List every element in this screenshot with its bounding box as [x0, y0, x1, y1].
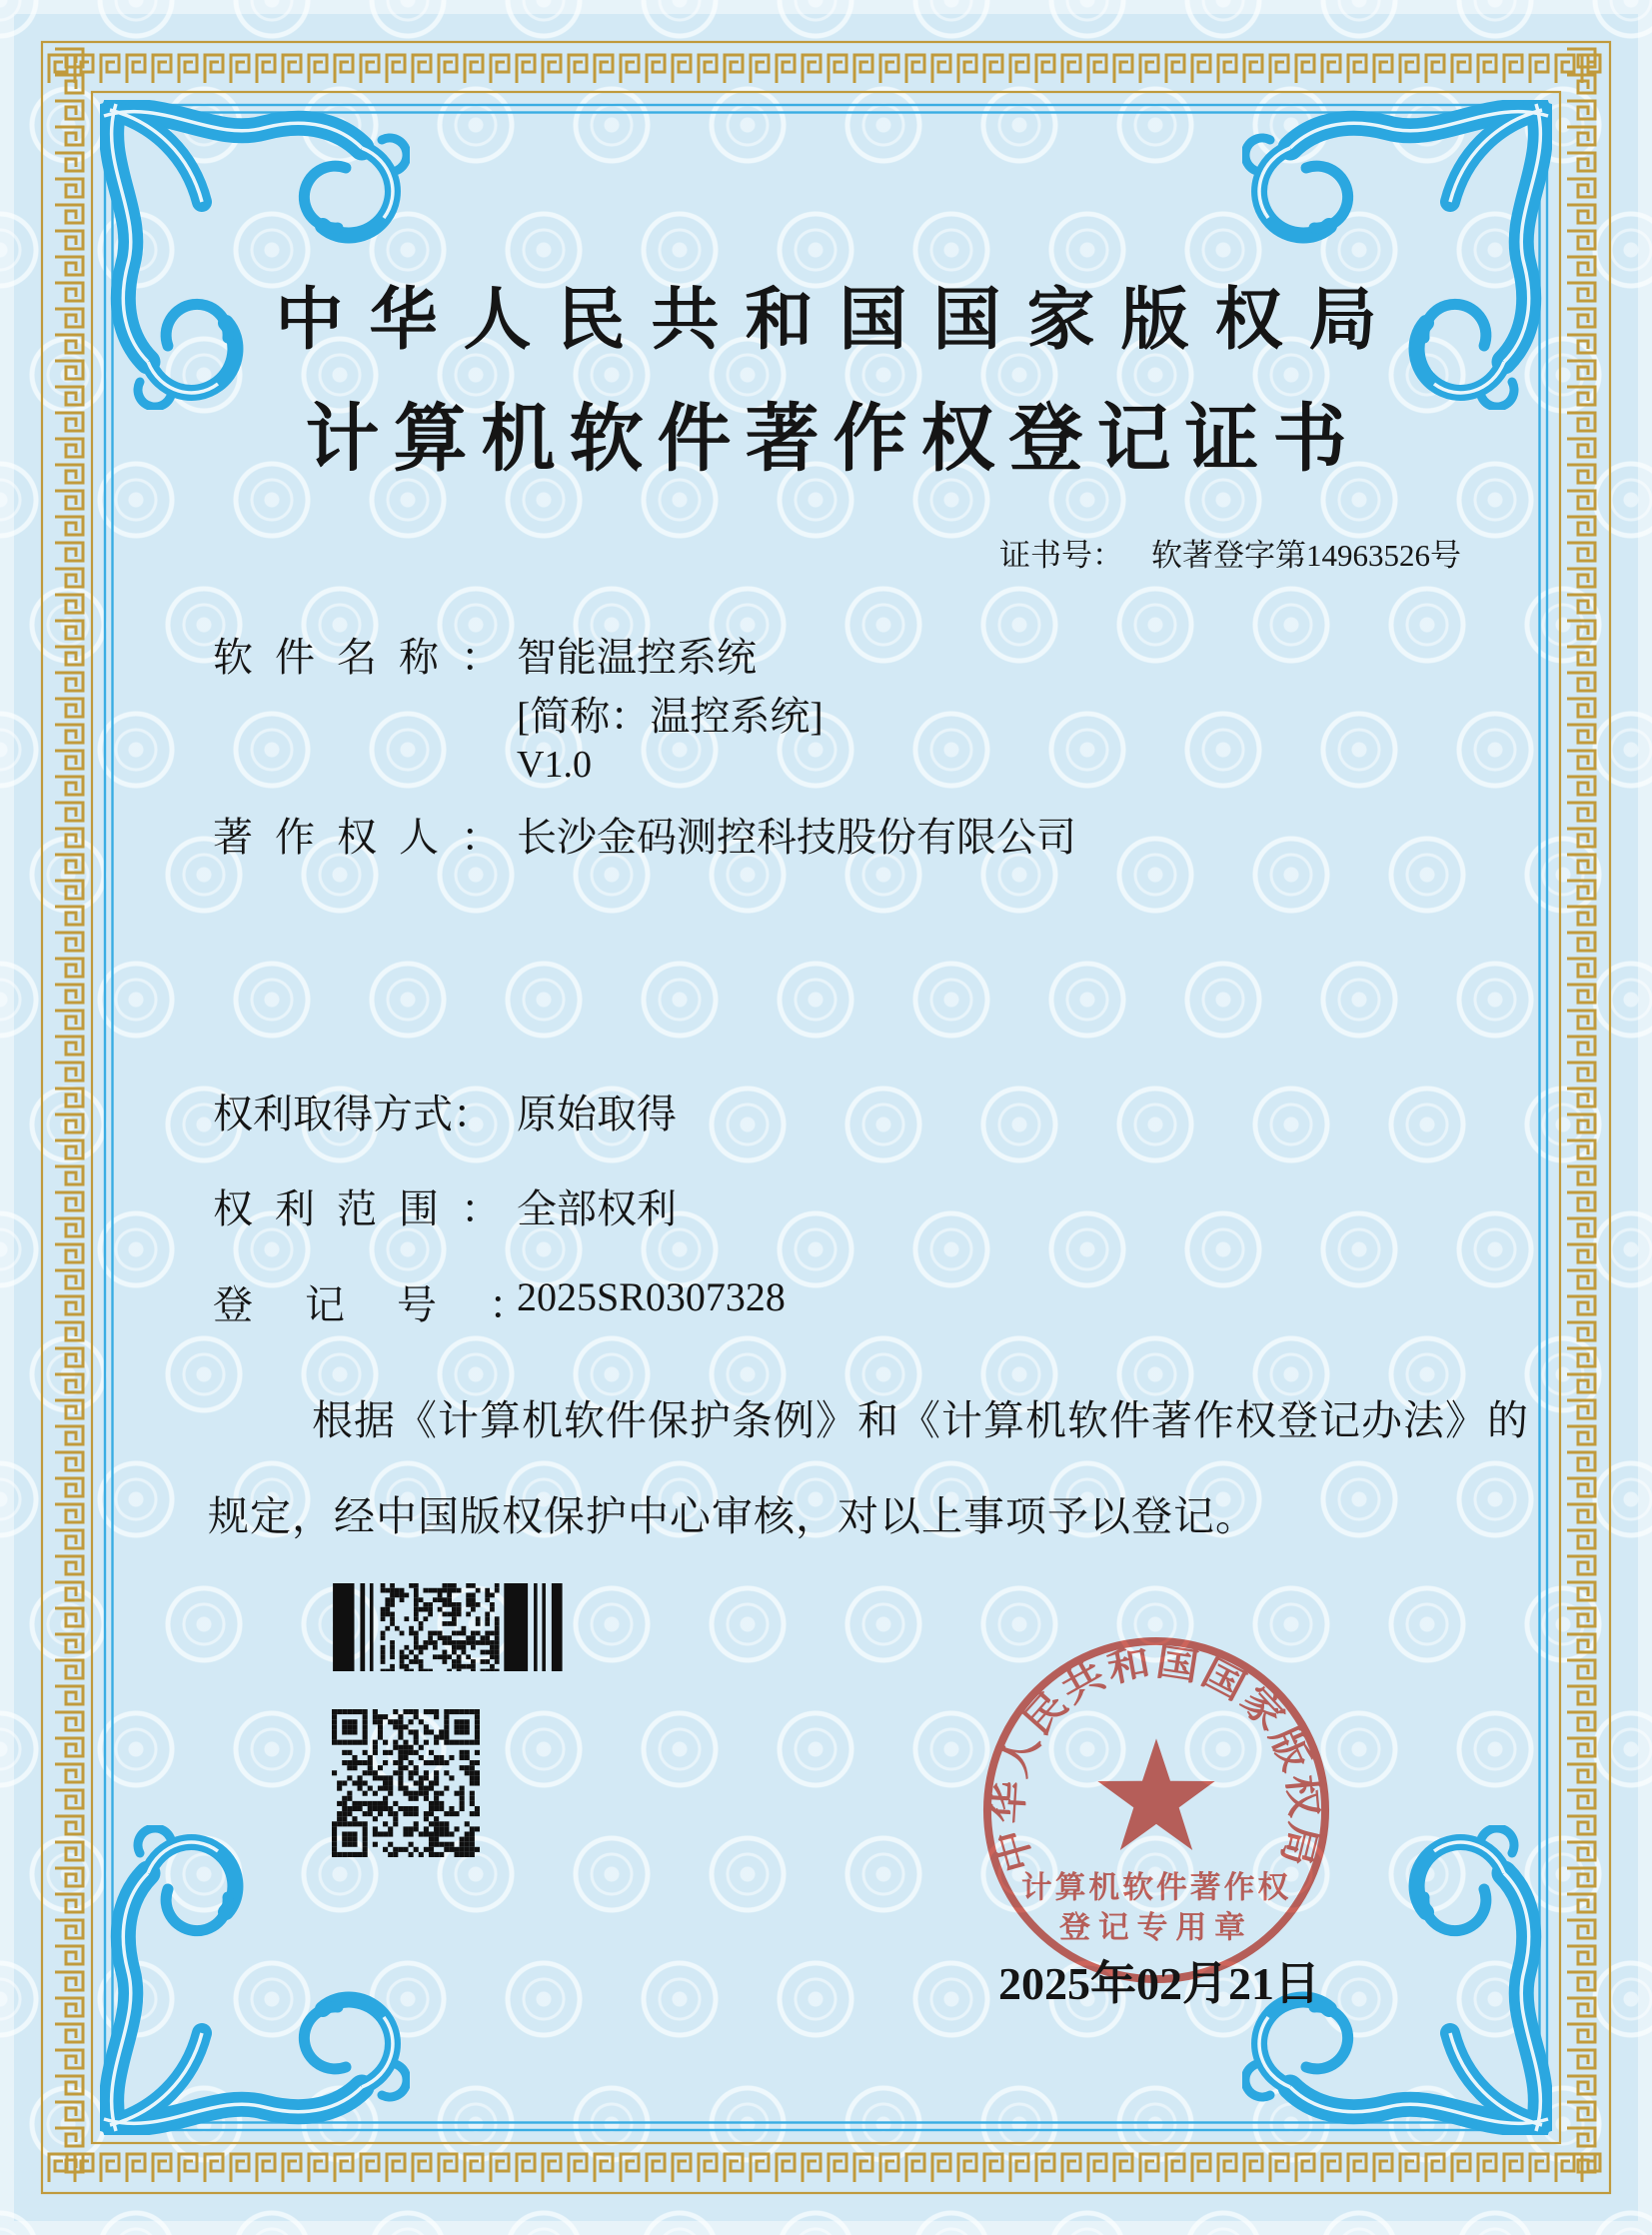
- copyright-owner-label: 著作权人：: [213, 815, 523, 860]
- software-version: V1.0: [517, 744, 592, 786]
- seal-caption-line2: 登记专用章: [1059, 1910, 1253, 1945]
- certificate-number: [999, 530, 1461, 575]
- official-seal: [977, 1631, 1335, 1989]
- star-icon: [1097, 1738, 1214, 1850]
- software-name-value: 智能温控系统: [517, 635, 757, 680]
- acquisition-value: 原始取得: [517, 1092, 677, 1136]
- statement-line-1: 根据《计算机软件保护条例》和《计算机软件著作权登记办法》的: [312, 1397, 1529, 1443]
- corner-flourish-icon: [100, 100, 410, 410]
- acquisition-label: 权利取得方式：: [213, 1092, 493, 1136]
- seal-ring-text: 中华人民共和国国家版权局: [987, 1641, 1325, 1877]
- corner-flourish-icon: [1242, 100, 1552, 410]
- statement-line-2: 规定，经中国版权保护中心审核，对以上事项予以登记。: [208, 1493, 1257, 1539]
- registration-number-value: 2025SR0307328: [517, 1274, 786, 1319]
- qr-code: [332, 1709, 480, 1857]
- software-name-label: 软件名称：: [213, 635, 523, 680]
- copyright-owner-value: 长沙金码测控科技股份有限公司: [517, 815, 1076, 860]
- corner-flourish-icon: [100, 1825, 410, 2135]
- software-short-name: [简称：温控系统]: [517, 694, 824, 739]
- certificate-number-value: 软著登字第14963526号: [1151, 538, 1461, 573]
- issue-date: 2025年02月21日: [998, 1958, 1320, 2009]
- scope-label: 权利范围：: [213, 1186, 523, 1231]
- authority-title: 中华人民共和国国家版权局: [275, 282, 1403, 358]
- scope-value: 全部权利: [517, 1186, 677, 1231]
- certificate-number-label: 证书号：: [999, 538, 1123, 573]
- barcode: [332, 1583, 572, 1671]
- seal-caption-line1: 计算机软件著作权: [1020, 1870, 1292, 1905]
- registration-number-label: 登记号：: [213, 1282, 581, 1327]
- certificate-title: 计算机软件著作权登记证书: [305, 399, 1361, 481]
